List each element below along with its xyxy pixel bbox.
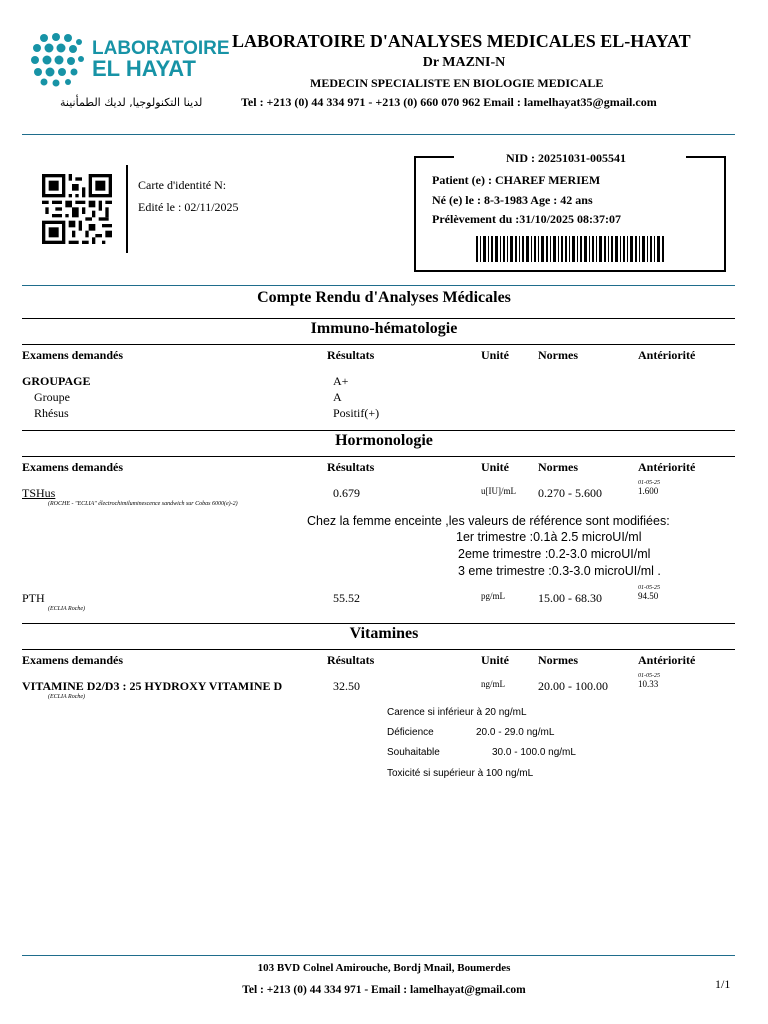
footer-contact: Tel : +213 (0) 44 334 971 - Email : lamelhayat@gmail.com xyxy=(242,984,526,996)
groupe-label: Groupe xyxy=(34,390,70,404)
patient-box xyxy=(414,151,726,272)
col-exam: Examens demandés xyxy=(22,348,124,362)
trimester-1: 1er trimestre :0.1à 2.5 microUI/ml xyxy=(456,530,642,544)
col-norms: Normes xyxy=(538,460,578,474)
patient-nid: NID : 20251031-005541 xyxy=(506,151,626,165)
pth-prior-value: 94.50 xyxy=(638,591,659,601)
section-vitamines-title: Vitamines xyxy=(349,625,419,642)
patient-dob-age: Né (e) le : 8-3-1983 Age : 42 ans xyxy=(432,193,593,207)
col-exam: Examens demandés xyxy=(22,460,124,474)
pth-method: (ECLIA Roche) xyxy=(48,606,86,612)
col-result: Résultats xyxy=(327,460,375,474)
tsh-unit: u[IU]/mL xyxy=(481,486,516,496)
vitd-prior-value: 10.33 xyxy=(638,679,659,689)
vitd-unit: ng/mL xyxy=(481,679,505,689)
col-norms: Normes xyxy=(538,348,578,362)
specialty: MEDECIN SPECIALISTE EN BIOLOGIE MEDICALE xyxy=(310,76,604,90)
tsh-name: TSHus xyxy=(22,486,56,500)
rhesus-label: Rhésus xyxy=(34,406,69,420)
doctor-name: Dr MAZNI-N xyxy=(422,55,506,70)
tsh-norms: 0.270 - 5.600 xyxy=(538,486,602,500)
pregnancy-note: Chez la femme enceinte ,les valeurs de référence sont modifiées: xyxy=(307,514,670,528)
col-exam: Examens demandés xyxy=(22,653,124,667)
header-divider xyxy=(22,134,735,135)
col-result: Résultats xyxy=(327,653,375,667)
pth-norms: 15.00 - 68.30 xyxy=(538,591,602,605)
page-number: 1/1 xyxy=(715,977,731,991)
vitd-name: VITAMINE D2/D3 : 25 HYDROXY VITAMINE D xyxy=(22,679,283,693)
vitd-method: (ECLIA Roche) xyxy=(48,694,86,700)
tsh-method: (ROCHE - "ECLIA" électrochimiluminescence sandwich sur Cobas 6000(e)-2) xyxy=(48,501,238,507)
qr-divider xyxy=(126,165,128,253)
trimester-3: 3 eme trimestre :0.3-3.0 microUI/ml . xyxy=(458,564,661,578)
tsh-result: 0.679 xyxy=(333,486,360,500)
vitd-souhaitable-label: Souhaitable xyxy=(387,747,440,758)
groupage-label: GROUPAGE xyxy=(22,374,91,388)
logo-line-2: EL HAYAT xyxy=(92,56,196,81)
lab-name: LABORATOIRE D'ANALYSES MEDICALES EL-HAYAT xyxy=(232,31,691,51)
section-hormono-title: Hormonologie xyxy=(335,432,433,449)
block-divider xyxy=(22,285,735,286)
groupage-result: A+ xyxy=(333,374,349,388)
col-prior: Antériorité xyxy=(638,348,696,362)
pth-name: PTH xyxy=(22,591,45,605)
barcode-icon xyxy=(476,236,666,262)
qr-code-icon xyxy=(40,174,114,244)
tsh-prior-value: 1.600 xyxy=(638,486,659,496)
logo-line-1: LABORATOIRE xyxy=(92,38,230,59)
col-unit: Unité xyxy=(481,460,509,474)
rhesus-value: Positif(+) xyxy=(333,406,380,420)
groupe-value: A xyxy=(333,390,342,404)
footer-address: 103 BVD Colnel Amirouche, Bordj Mnail, Boumerdes xyxy=(257,962,511,974)
header-contact: Tel : +213 (0) 44 334 971 - +213 (0) 660 070 962 Email : lamelhayat35@gmail.com xyxy=(241,95,657,109)
col-unit: Unité xyxy=(481,348,509,362)
col-norms: Normes xyxy=(538,653,578,667)
pth-result: 55.52 xyxy=(333,591,360,605)
vitd-deficience-value: 20.0 - 29.0 ng/mL xyxy=(476,727,555,738)
vitd-toxicite: Toxicité si supérieur à 100 ng/mL xyxy=(387,768,534,779)
col-unit: Unité xyxy=(481,653,509,667)
col-prior: Antériorité xyxy=(638,653,696,667)
vitd-deficience-label: Déficience xyxy=(387,727,434,738)
col-prior: Antériorité xyxy=(638,460,696,474)
vitd-carence: Carence si inférieur à 20 ng/mL xyxy=(387,707,527,718)
patient-prelevement: Prélèvement du :31/10/2025 08:37:07 xyxy=(432,212,621,226)
vitd-result: 32.50 xyxy=(333,679,360,693)
report-title: Compte Rendu d'Analyses Médicales xyxy=(257,289,511,306)
carte-identite: Carte d'identité N: xyxy=(138,178,227,192)
section-immuno-title: Immuno-hématologie xyxy=(310,320,458,337)
patient-name: Patient (e) : CHAREF MERIEM xyxy=(432,173,601,187)
col-result: Résultats xyxy=(327,348,375,362)
tsh-prior-date: 01-05-25 xyxy=(638,480,660,486)
vitd-souhaitable-value: 30.0 - 100.0 ng/mL xyxy=(492,747,576,758)
pth-prior-date: 01-05-25 xyxy=(638,585,660,591)
footer-divider xyxy=(22,955,735,956)
trimester-2: 2eme trimestre :0.2-3.0 microUI/ml xyxy=(458,547,651,561)
pth-unit: pg/mL xyxy=(481,591,505,601)
vitd-prior-date: 01-05-25 xyxy=(638,673,660,679)
edit-date: Edité le : 02/11/2025 xyxy=(138,200,239,214)
logo-tagline: لدينا التكنولوجيا, لديك الطمأنينة xyxy=(60,96,203,109)
vitd-norms: 20.00 - 100.00 xyxy=(538,679,608,693)
